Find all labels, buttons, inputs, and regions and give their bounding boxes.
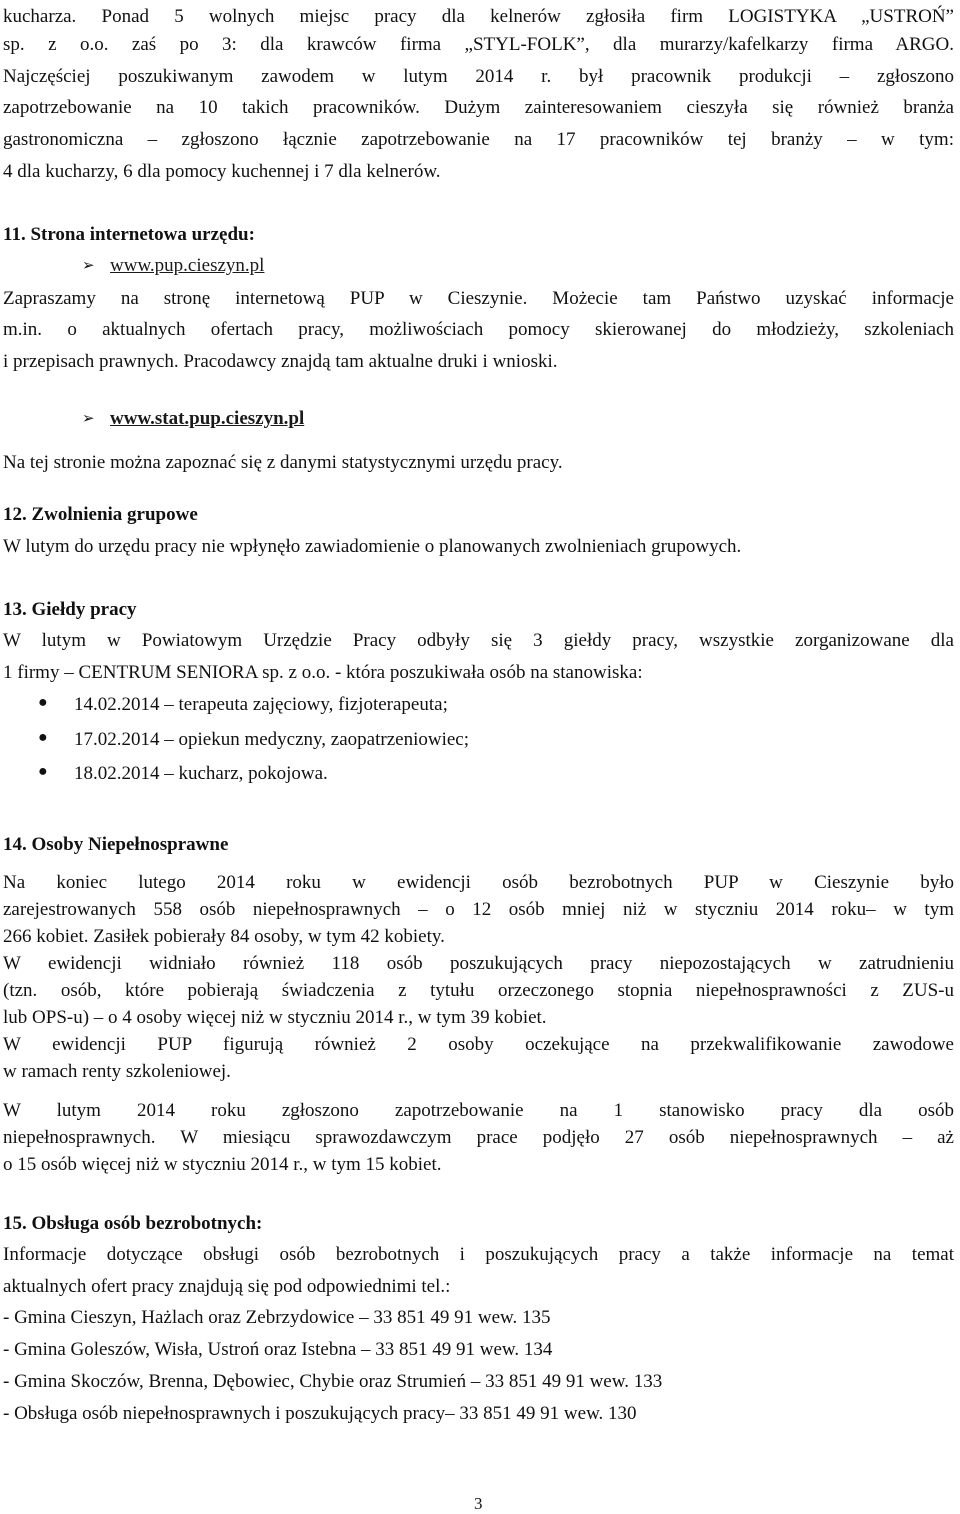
list-item: 18.02.2014 – kucharz, pokojowa. [74,763,328,784]
text-line: zarejestrowanych 558 osób niepełnosprawnych – o 12 osób mniej niż w styczniu 2014 roku– w tym [3,899,954,920]
contact-line: - Gmina Skoczów, Brenna, Dębowiec, Chybie oraz Strumień – 33 851 49 91 wew. 133 [3,1371,663,1392]
text-line: kucharza. Ponad 5 wolnych miejsc pracy dla kelnerów zgłosiła firm LOGISTYKA „USTROŃ” [3,6,954,27]
text-line: i przepisach prawnych. Pracodawcy znajdą tam aktualne druki i wnioski. [3,351,558,372]
page-number: 3 [474,1494,483,1513]
contact-line: - Obsługa osób niepełnosprawnych i poszukujących pracy– 33 851 49 91 wew. 130 [3,1403,637,1424]
contact-line: - Gmina Cieszyn, Hażlach oraz Zebrzydowice – 33 851 49 91 wew. 135 [3,1307,551,1328]
contact-line: - Gmina Goleszów, Wisła, Ustroń oraz Istebna – 33 851 49 91 wew. 134 [3,1339,553,1360]
text-line: Na koniec lutego 2014 roku w ewidencji osób bezrobotnych PUP w Cieszynie było [3,872,954,893]
section-heading: 11. Strona internetowa urzędu: [3,224,255,245]
section-heading: 15. Obsługa osób bezrobotnych: [3,1213,263,1234]
section-heading: 14. Osoby Niepełnosprawne [3,834,229,855]
text-line: (tzn. osób, które pobierają świadczenia z tytułu orzeczonego stopnia niepełnosprawności z ZUS-u [3,980,954,1001]
text-line: W ewidencji widniało również 118 osób poszukujących pracy niepozostających w zatrudnieniu [3,953,954,974]
bullet-dot-icon: ● [38,763,48,780]
arrow-bullet-icon: ➢ [82,411,95,427]
text-line: lub OPS-u) – o 4 osoby więcej niż w styczniu 2014 r., w tym 39 kobiet. [3,1007,547,1028]
text-line: 266 kobiet. Zasiłek pobierały 84 osoby, w tym 42 kobiety. [3,926,445,947]
list-item: 17.02.2014 – opiekun medyczny, zaopatrzeniowiec; [74,729,470,750]
text-line: zapotrzebowanie na 10 takich pracowników. Dużym zainteresowaniem cieszyła się również branża [3,97,954,118]
text-line: Na tej stronie można zapoznać się z danymi statystycznymi urzędu pracy. [3,452,563,473]
list-item: 14.02.2014 – terapeuta zajęciowy, fizjoterapeuta; [74,694,448,715]
bullet-dot-icon: ● [38,729,48,746]
text-line: 4 dla kucharzy, 6 dla pomocy kuchennej i 7 dla kelnerów. [3,161,441,182]
section-heading: 12. Zwolnienia grupowe [3,504,198,525]
section-heading: 13. Giełdy pracy [3,599,137,620]
stats-website-link[interactable]: www.stat.pup.cieszyn.pl [110,408,305,429]
website-link[interactable]: www.pup.cieszyn.pl [110,255,265,276]
text-line: gastronomiczna – zgłoszono łącznie zapotrzebowanie na 17 pracowników tej branży – w tym: [3,129,954,150]
bullet-dot-icon: ● [38,694,48,711]
text-line: W lutym w Powiatowym Urzędzie Pracy odbyły się 3 giełdy pracy, wszystkie zorganizowane dla [3,630,954,651]
text-line: aktualnych ofert pracy znajdują się pod odpowiednimi tel.: [3,1276,451,1297]
text-line: Informacje dotyczące obsługi osób bezrobotnych i poszukujących pracy a także informacje na temat [3,1244,954,1265]
text-line: 1 firmy – CENTRUM SENIORA sp. z o.o. - która poszukiwała osób na stanowiska: [3,662,643,683]
text-line: w ramach renty szkoleniowej. [3,1061,231,1082]
text-line: o 15 osób więcej niż w styczniu 2014 r., w tym 15 kobiet. [3,1154,442,1175]
text-line: Najczęściej poszukiwanym zawodem w lutym 2014 r. był pracownik produkcji – zgłoszono [3,66,954,87]
text-line: W ewidencji PUP figurują również 2 osoby oczekujące na przekwalifikowanie zawodowe [3,1034,954,1055]
arrow-bullet-icon: ➢ [82,258,95,274]
text-line: m.in. o aktualnych ofertach pracy, możliwościach pomocy skierowanej do młodzieży, szkoleniach [3,319,954,340]
text-line: W lutym 2014 roku zgłoszono zapotrzebowanie na 1 stanowisko pracy dla osób [3,1100,954,1121]
text-line: W lutym do urzędu pracy nie wpłynęło zawiadomienie o planowanych zwolnieniach grupowych. [3,536,742,557]
text-line: niepełnosprawnych. W miesiącu sprawozdawczym prace podjęło 27 osób niepełnosprawnych – aż [3,1127,954,1148]
text-line: Zapraszamy na stronę internetową PUP w Cieszynie. Możecie tam Państwo uzyskać informacje [3,288,954,309]
text-line: sp. z o.o. zaś po 3: dla krawców firma „STYL-FOLK”, dla murarzy/kafelkarzy firma ARGO. [3,34,954,55]
